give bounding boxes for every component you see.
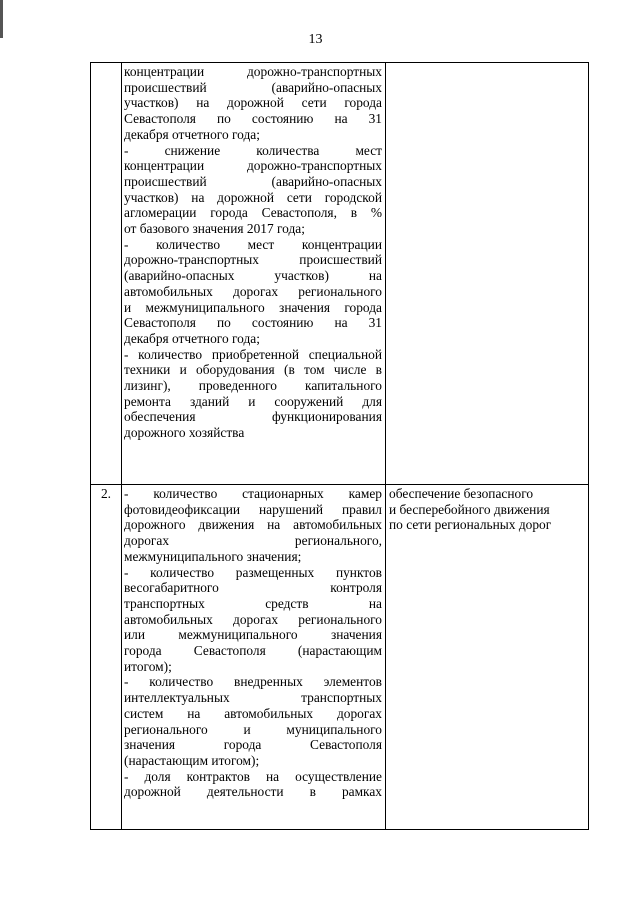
table-row — [91, 63, 589, 485]
text-line: регионального и муниципального — [124, 721, 382, 737]
indicators-table — [90, 62, 589, 830]
text-line: дорожной деятельности в рамках — [124, 784, 382, 800]
text-line: декабря отчетного года; — [124, 126, 260, 142]
page-number: 13 — [308, 32, 323, 47]
text-line: по сети региональных дорог — [389, 517, 552, 533]
text-line: - количество размещенных пунктов — [124, 564, 382, 580]
text-line: - количество приобретенной специальной — [124, 346, 382, 362]
text-line: весогабаритного контроля — [124, 580, 382, 596]
goal-cell — [386, 485, 589, 830]
text-line: ремонта зданий и сооружений для — [124, 393, 382, 409]
text-line: и межмуниципального значения города — [124, 299, 382, 315]
text-line: дорогах регионального, — [124, 533, 382, 549]
text-line: систем на автомобильных дорогах — [124, 705, 382, 721]
text-line: - доля контрактов на осуществление — [124, 768, 382, 784]
text-line: и бесперебойного движения — [389, 501, 550, 517]
text-line: концентрации дорожно-транспортных — [124, 64, 382, 79]
text-line: - снижение количества мест — [124, 142, 382, 158]
text-line: значения города Севастополя — [124, 737, 382, 753]
text-line: концентрации дорожно-транспортных — [124, 158, 382, 174]
text-line: участков) на дорожной сети города — [124, 95, 382, 111]
text-line: обеспечения функционирования — [124, 409, 382, 425]
text-line: дорожного хозяйства — [124, 425, 245, 441]
text-line: дорожно-транспортных происшествий — [124, 252, 382, 268]
text-line: итогом); — [124, 658, 172, 674]
text-line: или межмуниципального значения — [124, 627, 382, 643]
text-line: декабря отчетного года; — [124, 330, 260, 346]
text-line: - количество стационарных камер — [124, 486, 382, 501]
text-line: лизинг), проведенного капитального — [124, 378, 382, 394]
text-line: дорожного движения на автомобильных — [124, 517, 382, 533]
text-line: происшествий (аварийно-опасных — [124, 173, 382, 189]
text-line: автомобильных дорогах регионального — [124, 283, 382, 299]
text-line: интеллектуальных транспортных — [124, 690, 382, 706]
text-line: межмуниципального значения; — [124, 548, 302, 564]
text-line: (нарастающим итогом); — [124, 752, 260, 768]
text-line: от базового значения 2017 года; — [124, 221, 305, 237]
indicator-cell — [122, 63, 386, 485]
text-line: агломерации города Севастополя, в % — [124, 205, 382, 221]
goal-cell — [386, 63, 589, 485]
text-line: фотовидеофиксации нарушений правил — [124, 501, 382, 517]
text-line: Севастополя по состоянию на 31 — [124, 315, 382, 331]
text-line: - количество мест концентрации — [124, 236, 382, 252]
text-line: транспортных средств на — [124, 595, 382, 611]
text-line: техники и оборудования (в том числе в — [124, 362, 382, 378]
text-line: участков) на дорожной сети городской — [124, 189, 382, 205]
row-number-cell: 2. — [91, 485, 122, 830]
row-number-cell — [91, 63, 122, 485]
text-line: города Севастополя (нарастающим — [124, 643, 382, 659]
text-line: автомобильных дорогах регионального — [124, 611, 382, 627]
text-line: обеспечение безопасного — [389, 486, 534, 501]
indicator-cell — [122, 485, 386, 830]
text-line: происшествий (аварийно-опасных — [124, 79, 382, 95]
text-line: - количество внедренных элементов — [124, 674, 382, 690]
text-line: Севастополя по состоянию на 31 — [124, 111, 382, 127]
table-row — [91, 485, 589, 830]
text-line: (аварийно-опасных участков) на — [124, 268, 382, 284]
